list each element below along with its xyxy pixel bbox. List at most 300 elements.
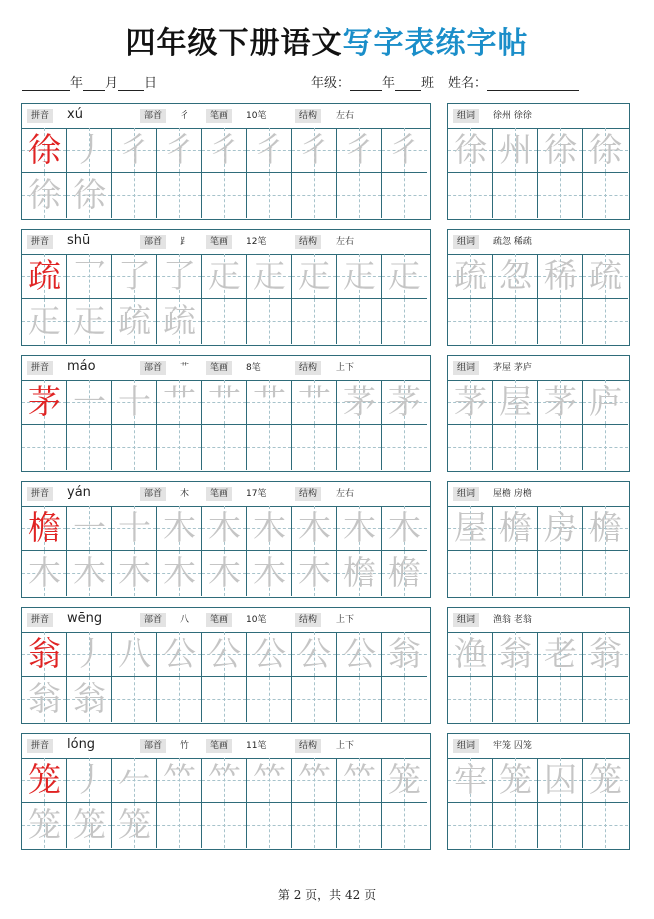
structure-tag: 结构 <box>295 739 321 753</box>
radical-value: 艹 <box>180 363 190 373</box>
word-box <box>447 733 630 850</box>
structure-value: 左右 <box>336 237 355 247</box>
writing-cell[interactable] <box>493 551 538 596</box>
writing-cell[interactable] <box>337 677 382 722</box>
writing-cell[interactable] <box>448 380 493 425</box>
trace-character: 𤴓 <box>343 256 376 295</box>
writing-cell[interactable] <box>112 425 157 470</box>
word-header <box>448 734 629 759</box>
trace-character: 𥫗 <box>208 760 241 799</box>
writing-cell[interactable] <box>538 128 583 173</box>
name-blank[interactable] <box>487 76 579 91</box>
writing-cell[interactable] <box>337 425 382 470</box>
writing-cell[interactable] <box>493 254 538 299</box>
writing-cell[interactable] <box>157 551 202 596</box>
writing-cell[interactable] <box>538 425 583 470</box>
writing-cell[interactable] <box>493 380 538 425</box>
writing-cell[interactable] <box>448 803 493 848</box>
writing-cell[interactable] <box>22 425 67 470</box>
writing-cell[interactable] <box>448 425 493 470</box>
trace-character: 屋 <box>454 508 487 547</box>
writing-cell[interactable] <box>157 173 202 218</box>
grade-blank[interactable] <box>350 76 382 91</box>
word-header <box>448 608 629 633</box>
trace-character: 十 <box>118 508 151 547</box>
cell-guide-horizontal <box>157 699 201 700</box>
writing-cell[interactable] <box>337 299 382 344</box>
writing-cell[interactable] <box>337 173 382 218</box>
name-label: 姓名： <box>448 76 488 91</box>
trace-character: 𠂉 <box>118 760 151 799</box>
radical-value: 八 <box>180 615 190 625</box>
cell-guide-horizontal <box>292 321 336 322</box>
writing-cell[interactable] <box>247 425 292 470</box>
pinyin-value: shū <box>67 233 91 248</box>
writing-cell[interactable] <box>22 758 67 803</box>
writing-cell[interactable] <box>292 380 337 425</box>
word-box <box>447 607 630 724</box>
trace-character: 木 <box>73 553 106 592</box>
writing-cell[interactable] <box>112 299 157 344</box>
writing-cell[interactable] <box>382 128 427 173</box>
writing-cell[interactable] <box>292 632 337 677</box>
character-block <box>21 481 630 599</box>
radical-value: 彳 <box>180 111 190 121</box>
writing-cell[interactable] <box>247 758 292 803</box>
writing-cell[interactable] <box>202 425 247 470</box>
trace-character: 徐 <box>544 130 577 169</box>
writing-cell[interactable] <box>583 758 628 803</box>
writing-cell[interactable] <box>382 677 427 722</box>
writing-cell[interactable] <box>292 173 337 218</box>
word-header <box>448 482 629 507</box>
word-box <box>447 229 630 346</box>
trace-character: 木 <box>118 553 151 592</box>
writing-cell[interactable] <box>538 632 583 677</box>
writing-cell[interactable] <box>382 299 427 344</box>
writing-cell[interactable] <box>493 803 538 848</box>
writing-cell[interactable] <box>337 128 382 173</box>
writing-cell[interactable] <box>448 254 493 299</box>
writing-cell[interactable] <box>292 803 337 848</box>
writing-cell[interactable] <box>112 173 157 218</box>
date-line <box>22 72 157 91</box>
writing-cell[interactable] <box>382 632 427 677</box>
writing-cell[interactable] <box>583 632 628 677</box>
cell-guide-horizontal <box>337 195 381 196</box>
writing-cell[interactable] <box>448 758 493 803</box>
trace-character: 渔 <box>454 634 487 673</box>
writing-cell[interactable] <box>112 677 157 722</box>
cell-guide-horizontal <box>448 195 492 196</box>
writing-cell[interactable] <box>583 551 628 596</box>
writing-cell[interactable] <box>247 506 292 551</box>
trace-character: 州 <box>499 130 532 169</box>
writing-cell[interactable] <box>493 632 538 677</box>
trace-character: 笼 <box>499 760 532 799</box>
words-tag: 组词 <box>453 361 479 375</box>
trace-character: 屋 <box>499 382 532 421</box>
pinyin-tag: 拼音 <box>27 739 53 753</box>
writing-cell[interactable] <box>448 677 493 722</box>
writing-cell[interactable] <box>112 632 157 677</box>
writing-cell[interactable] <box>22 299 67 344</box>
writing-cell[interactable] <box>112 758 157 803</box>
cell-guide-horizontal <box>157 195 201 196</box>
writing-cell[interactable] <box>583 299 628 344</box>
word-header <box>448 356 629 381</box>
writing-cell[interactable] <box>538 677 583 722</box>
writing-cell[interactable] <box>67 173 112 218</box>
writing-cell[interactable] <box>538 551 583 596</box>
writing-cell[interactable] <box>112 506 157 551</box>
writing-cell[interactable] <box>448 551 493 596</box>
writing-cell[interactable] <box>583 380 628 425</box>
writing-cell[interactable] <box>337 380 382 425</box>
trace-character: 公 <box>343 634 376 673</box>
writing-cell[interactable] <box>202 299 247 344</box>
structure-value: 左右 <box>336 489 355 499</box>
writing-cell[interactable] <box>67 677 112 722</box>
trace-character: 疏 <box>589 256 622 295</box>
writing-cell[interactable] <box>292 677 337 722</box>
writing-cell[interactable] <box>247 380 292 425</box>
writing-cell[interactable] <box>157 425 202 470</box>
trace-character: 木 <box>208 508 241 547</box>
cell-guide-horizontal <box>382 321 427 322</box>
writing-cell[interactable] <box>202 632 247 677</box>
pinyin-value: lóng <box>67 737 96 752</box>
pinyin-tag: 拼音 <box>27 361 53 375</box>
writing-cell[interactable] <box>22 254 67 299</box>
writing-cell[interactable] <box>202 128 247 173</box>
trace-character: 𥫗 <box>298 760 331 799</box>
writing-cell[interactable] <box>157 299 202 344</box>
writing-cell[interactable] <box>493 299 538 344</box>
writing-cell[interactable] <box>382 173 427 218</box>
info-header <box>22 104 430 129</box>
trace-character: 公 <box>208 634 241 673</box>
cell-guide-horizontal <box>202 447 246 448</box>
trace-character: 木 <box>253 508 286 547</box>
cell-guide-horizontal <box>202 825 246 826</box>
writing-cell[interactable] <box>493 173 538 218</box>
cell-guide-horizontal <box>493 825 537 826</box>
strokes-tag: 笔画 <box>206 235 232 249</box>
writing-cell[interactable] <box>337 632 382 677</box>
trace-character: 彳 <box>118 130 151 169</box>
writing-cell[interactable] <box>67 128 112 173</box>
words-value: 茅屋 茅庐 <box>493 363 532 373</box>
writing-cell[interactable] <box>292 128 337 173</box>
word-header <box>448 230 629 255</box>
structure-tag: 结构 <box>295 361 321 375</box>
writing-cell[interactable] <box>22 128 67 173</box>
writing-cell[interactable] <box>202 506 247 551</box>
cell-guide-horizontal <box>538 573 582 574</box>
writing-cell[interactable] <box>583 677 628 722</box>
trace-character: 彳 <box>163 130 196 169</box>
cell-guide-horizontal <box>247 699 291 700</box>
trace-character: 茅 <box>544 382 577 421</box>
writing-cell[interactable] <box>112 803 157 848</box>
writing-cell[interactable] <box>157 128 202 173</box>
writing-cell[interactable] <box>247 254 292 299</box>
writing-cell[interactable] <box>157 632 202 677</box>
trace-character: 一 <box>73 382 106 421</box>
writing-cell[interactable] <box>583 128 628 173</box>
cell-guide-horizontal <box>247 321 291 322</box>
cell-guide-horizontal <box>448 825 492 826</box>
cell-guide-horizontal <box>247 447 291 448</box>
writing-cell[interactable] <box>247 551 292 596</box>
writing-cell[interactable] <box>67 425 112 470</box>
writing-cell[interactable] <box>22 803 67 848</box>
writing-cell[interactable] <box>382 506 427 551</box>
writing-cell[interactable] <box>67 299 112 344</box>
words-tag: 组词 <box>453 739 479 753</box>
trace-character: 笼 <box>118 805 151 844</box>
pinyin-tag: 拼音 <box>27 235 53 249</box>
cell-guide-horizontal <box>493 573 537 574</box>
trace-character: 囚 <box>544 760 577 799</box>
writing-cell[interactable] <box>202 173 247 218</box>
trace-character: 彳 <box>208 130 241 169</box>
cell-guide-horizontal <box>247 825 291 826</box>
writing-cell[interactable] <box>337 506 382 551</box>
writing-cell[interactable] <box>382 551 427 596</box>
character-block <box>21 733 630 851</box>
writing-cell[interactable] <box>22 380 67 425</box>
trace-character: 𥫗 <box>163 760 196 799</box>
writing-cell[interactable] <box>247 803 292 848</box>
strokes-tag: 笔画 <box>206 361 232 375</box>
word-box <box>447 355 630 472</box>
writing-cell[interactable] <box>583 803 628 848</box>
trace-character: 了 <box>118 256 151 295</box>
word-box <box>447 103 630 220</box>
trace-character: 八 <box>118 634 151 673</box>
writing-cell[interactable] <box>493 506 538 551</box>
writing-cell[interactable] <box>67 254 112 299</box>
trace-character: 彳 <box>253 130 286 169</box>
trace-character: 笼 <box>73 805 106 844</box>
trace-character: 房 <box>544 508 577 547</box>
trace-character: 稀 <box>544 256 577 295</box>
writing-cell[interactable] <box>22 677 67 722</box>
year-blank[interactable] <box>22 76 70 91</box>
writing-cell[interactable] <box>538 803 583 848</box>
writing-cell[interactable] <box>538 173 583 218</box>
writing-cell[interactable] <box>112 380 157 425</box>
writing-cell[interactable] <box>448 173 493 218</box>
writing-cell[interactable] <box>382 803 427 848</box>
writing-cell[interactable] <box>157 803 202 848</box>
writing-cell[interactable] <box>157 506 202 551</box>
writing-cell[interactable] <box>202 551 247 596</box>
trace-character: 疏 <box>454 256 487 295</box>
writing-cell[interactable] <box>112 254 157 299</box>
trace-character: 疏 <box>118 301 151 340</box>
trace-character: 木 <box>298 508 331 547</box>
trace-character: 𤴓 <box>73 301 106 340</box>
writing-cell[interactable] <box>112 128 157 173</box>
writing-cell[interactable] <box>493 758 538 803</box>
writing-cell[interactable] <box>337 758 382 803</box>
cell-guide-horizontal <box>382 699 427 700</box>
cell-guide-horizontal <box>583 573 628 574</box>
writing-cell[interactable] <box>337 803 382 848</box>
writing-cell[interactable] <box>382 758 427 803</box>
writing-cell[interactable] <box>67 506 112 551</box>
writing-cell[interactable] <box>448 632 493 677</box>
grade-year-label: 年 <box>382 76 396 91</box>
writing-cell[interactable] <box>583 506 628 551</box>
writing-cell[interactable] <box>157 380 202 425</box>
writing-cell[interactable] <box>583 173 628 218</box>
cell-guide-horizontal <box>292 195 336 196</box>
writing-cell[interactable] <box>382 380 427 425</box>
writing-cell[interactable] <box>538 380 583 425</box>
writing-cell[interactable] <box>22 551 67 596</box>
strokes-value: 8笔 <box>246 363 261 373</box>
words-value: 徐州 徐徐 <box>493 111 532 121</box>
class-blank[interactable] <box>395 76 421 91</box>
writing-cell[interactable] <box>202 254 247 299</box>
strokes-tag: 笔画 <box>206 739 232 753</box>
writing-cell[interactable] <box>292 506 337 551</box>
page-footer: 第 2 页，共 42 页 <box>277 888 377 902</box>
radical-tag: 部首 <box>140 487 166 501</box>
writing-cell[interactable] <box>448 128 493 173</box>
words-tag: 组词 <box>453 235 479 249</box>
writing-cell[interactable] <box>22 506 67 551</box>
writing-cell[interactable] <box>292 551 337 596</box>
trace-character: 牢 <box>454 760 487 799</box>
writing-cell[interactable] <box>493 425 538 470</box>
writing-cell[interactable] <box>67 551 112 596</box>
practice-box <box>21 733 431 850</box>
writing-cell[interactable] <box>538 758 583 803</box>
trace-character: 徐 <box>454 130 487 169</box>
cell-guide-horizontal <box>247 195 291 196</box>
model-character: 翁 <box>28 634 61 673</box>
info-header <box>22 482 430 507</box>
strokes-value: 10笔 <box>246 615 267 625</box>
trace-character: 彳 <box>298 130 331 169</box>
writing-cell[interactable] <box>22 632 67 677</box>
practice-box <box>21 607 431 724</box>
writing-cell[interactable] <box>22 173 67 218</box>
writing-cell[interactable] <box>448 506 493 551</box>
cell-guide-horizontal <box>538 825 582 826</box>
writing-cell[interactable] <box>292 758 337 803</box>
writing-cell[interactable] <box>247 173 292 218</box>
words-value: 疏忽 稀疏 <box>493 237 532 247</box>
writing-cell[interactable] <box>247 128 292 173</box>
trace-character: 忽 <box>499 256 532 295</box>
writing-cell[interactable] <box>202 803 247 848</box>
writing-cell[interactable] <box>448 299 493 344</box>
writing-cell[interactable] <box>247 299 292 344</box>
writing-cell[interactable] <box>583 425 628 470</box>
cell-guide-horizontal <box>448 447 492 448</box>
cell-guide-horizontal <box>382 195 427 196</box>
writing-cell[interactable] <box>247 632 292 677</box>
pinyin-tag: 拼音 <box>27 613 53 627</box>
writing-cell[interactable] <box>67 803 112 848</box>
writing-cell[interactable] <box>157 677 202 722</box>
trace-character: 疏 <box>163 301 196 340</box>
writing-cell[interactable] <box>112 551 157 596</box>
writing-cell[interactable] <box>337 551 382 596</box>
year-label: 年 <box>70 76 84 91</box>
trace-character: 艹 <box>163 382 196 421</box>
words-tag: 组词 <box>453 487 479 501</box>
day-blank[interactable] <box>118 76 144 91</box>
writing-cell[interactable] <box>337 254 382 299</box>
writing-cell[interactable] <box>538 506 583 551</box>
radical-value: 竹 <box>180 741 190 751</box>
cell-guide-horizontal <box>583 699 628 700</box>
month-blank[interactable] <box>83 76 105 91</box>
cell-guide-horizontal <box>493 447 537 448</box>
word-box <box>447 481 630 598</box>
cell-guide-horizontal <box>538 321 582 322</box>
writing-cell[interactable] <box>583 254 628 299</box>
student-line <box>311 72 579 91</box>
trace-character: 木 <box>343 508 376 547</box>
trace-character: 𤴓 <box>208 256 241 295</box>
writing-cell[interactable] <box>202 677 247 722</box>
writing-cell[interactable] <box>538 299 583 344</box>
writing-cell[interactable] <box>382 425 427 470</box>
trace-character: 笼 <box>28 805 61 844</box>
structure-tag: 结构 <box>295 109 321 123</box>
writing-cell[interactable] <box>292 425 337 470</box>
writing-cell[interactable] <box>247 677 292 722</box>
writing-cell[interactable] <box>493 128 538 173</box>
writing-cell[interactable] <box>202 380 247 425</box>
writing-cell[interactable] <box>67 632 112 677</box>
writing-cell[interactable] <box>538 254 583 299</box>
trace-character: 彳 <box>343 130 376 169</box>
trace-character: 檐 <box>343 553 376 592</box>
info-header <box>22 230 430 255</box>
writing-cell[interactable] <box>67 380 112 425</box>
cell-guide-horizontal <box>202 321 246 322</box>
writing-cell[interactable] <box>493 677 538 722</box>
writing-cell[interactable] <box>157 758 202 803</box>
structure-tag: 结构 <box>295 487 321 501</box>
trace-character: 𤴓 <box>388 256 421 295</box>
writing-cell[interactable] <box>292 254 337 299</box>
radical-tag: 部首 <box>140 235 166 249</box>
writing-cell[interactable] <box>202 758 247 803</box>
writing-cell[interactable] <box>382 254 427 299</box>
grade-label: 年级： <box>311 76 351 91</box>
writing-cell[interactable] <box>292 299 337 344</box>
writing-cell[interactable] <box>157 254 202 299</box>
writing-cell[interactable] <box>67 758 112 803</box>
cell-guide-horizontal <box>493 699 537 700</box>
character-block <box>21 103 630 221</box>
trace-character: 翁 <box>73 679 106 718</box>
trace-character: 木 <box>163 553 196 592</box>
trace-character: 檐 <box>388 553 421 592</box>
trace-character: 檐 <box>589 508 622 547</box>
strokes-tag: 笔画 <box>206 613 232 627</box>
